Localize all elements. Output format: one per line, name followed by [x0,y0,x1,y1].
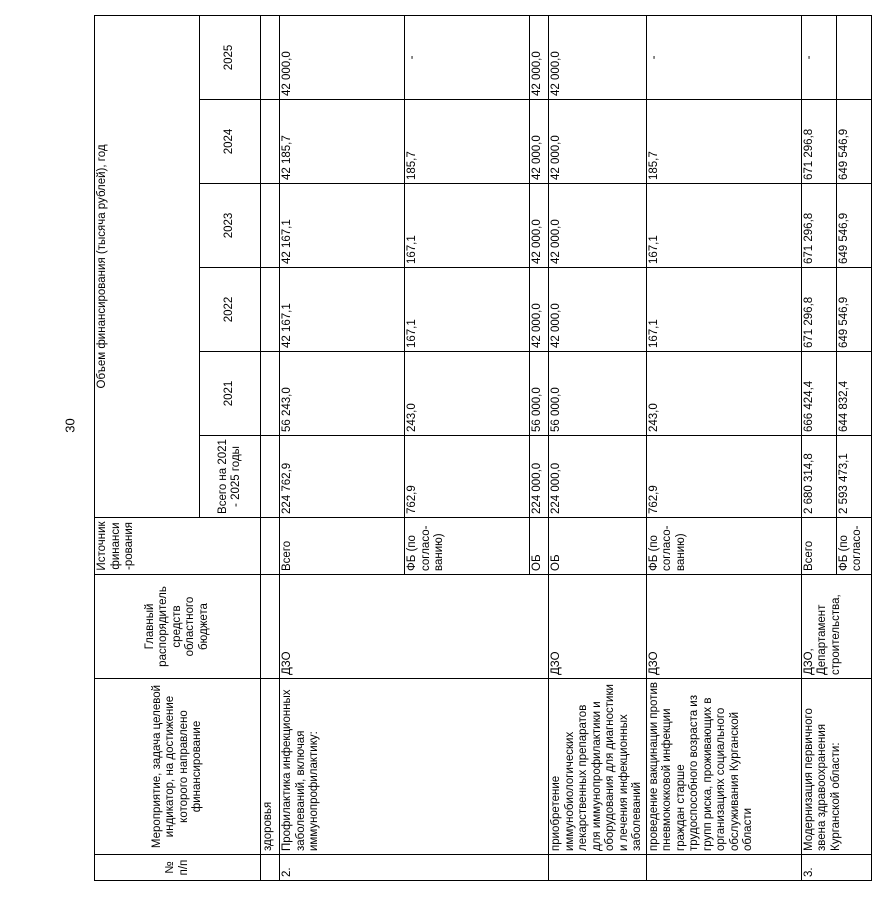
cell-empty [261,855,280,881]
year-cell: 243,0 [646,352,801,436]
row-num: 2. [280,855,549,881]
year-cell: 42 000,0 [549,184,647,268]
year-cell: 42 000,0 [549,268,647,352]
header-num: № п/п [95,855,261,881]
year-cell: 42 000,0 [549,15,647,99]
year-cell: 167,1 [405,268,530,352]
measure-text: Профилактика инфекционных заболеваний, включая иммунопрофилактику: [280,679,549,855]
year-cell: - [646,15,801,99]
year-cell: 649 546,9 [836,268,871,352]
section-label: здоровья [261,679,280,855]
header-volume: Объем финансирования (тысяча рублей), год [95,15,200,517]
cell-empty [261,268,280,352]
source-cell: ОБ [530,518,549,575]
header-total: Всего на 2021 - 2025 годы [200,436,261,518]
row-num: 3. [801,855,871,881]
year-cell: 42 000,0 [530,268,549,352]
source-cell: Всего [801,518,836,575]
year-cell: 167,1 [646,268,801,352]
year-cell: 671 296,8 [801,268,836,352]
source-cell: ФБ (по согласо-ванию) [646,518,801,575]
year-cell: 56 000,0 [530,352,549,436]
cell-empty [261,184,280,268]
year-cell: 185,7 [646,100,801,184]
total-cell: 224 762,9 [280,436,405,518]
rotated-table-wrapper [94,16,863,881]
year-cell: 56 000,0 [549,352,647,436]
year-cell [836,15,871,99]
year-cell: 671 296,8 [801,100,836,184]
page-number: 30 [62,418,78,433]
cell-empty [261,15,280,99]
financing-table [94,15,872,881]
year-cell: 649 546,9 [836,100,871,184]
header-year: 2022 [200,268,261,352]
year-cell: 42 000,0 [549,100,647,184]
year-cell: 243,0 [405,352,530,436]
total-cell: 762,9 [646,436,801,518]
year-cell: - [801,15,836,99]
year-cell: 671 296,8 [801,184,836,268]
year-cell: 42 000,0 [530,15,549,99]
measure-text: проведение вакцинации против пневмококковой инфекции граждан старше трудоспособного возраста из групп риска, проживающих в организациях социального обслуживания Курганской области [646,679,801,855]
year-cell: 666 424,4 [801,352,836,436]
year-cell: 167,1 [646,184,801,268]
source-cell: Всего [280,518,405,575]
source-cell: ОБ [549,518,647,575]
total-cell: 762,9 [405,436,530,518]
header-distributor: Главный распорядитель средств областного бюджета [95,575,261,679]
year-cell: 42 000,0 [280,15,405,99]
header-year: 2021 [200,352,261,436]
cell-empty [261,100,280,184]
year-cell: 42 167,1 [280,184,405,268]
distributor-text: ДЗО, Департамент строительства, [801,575,871,679]
total-cell: 2 680 314,8 [801,436,836,518]
year-cell: 56 243,0 [280,352,405,436]
year-cell: 644 832,4 [836,352,871,436]
year-cell: - [405,15,530,99]
cell-empty [261,436,280,518]
measure-text: Модернизация первичного звена здравоохранения Курганской области: [801,679,871,855]
year-cell: 42 167,1 [280,268,405,352]
year-cell: 42 185,7 [280,100,405,184]
year-cell: 167,1 [405,184,530,268]
year-cell: 42 000,0 [530,100,549,184]
header-measure: Мероприятие, задача целевой индикатор, на достижение которого направлено финансирование [95,679,261,855]
year-cell: 42 000,0 [530,184,549,268]
distributor-text: ДЗО [549,575,647,679]
measure-text: приобретение иммунобиологических лекарственных препаратов для иммунопрофилактики и оборудования для диагностики и лечения инфекционных заболеваний [549,679,647,855]
source-cell: ФБ (по согласо-ванию) [405,518,530,575]
cell-empty [261,575,280,679]
year-cell: 185,7 [405,100,530,184]
header-year: 2023 [200,184,261,268]
distributor-text: ДЗО [646,575,801,679]
header-source: Источник финанси-рования [95,518,261,575]
year-cell: 649 546,9 [836,184,871,268]
cell-empty [261,518,280,575]
header-year: 2024 [200,100,261,184]
cell-empty [261,352,280,436]
header-year: 2025 [200,15,261,99]
total-cell: 224 000,0 [549,436,647,518]
row-num [646,855,801,881]
total-cell: 224 000,0 [530,436,549,518]
row-num [549,855,647,881]
source-cell: ФБ (по согласо- [836,518,871,575]
total-cell: 2 593 473,1 [836,436,871,518]
distributor-text: ДЗО [280,575,549,679]
